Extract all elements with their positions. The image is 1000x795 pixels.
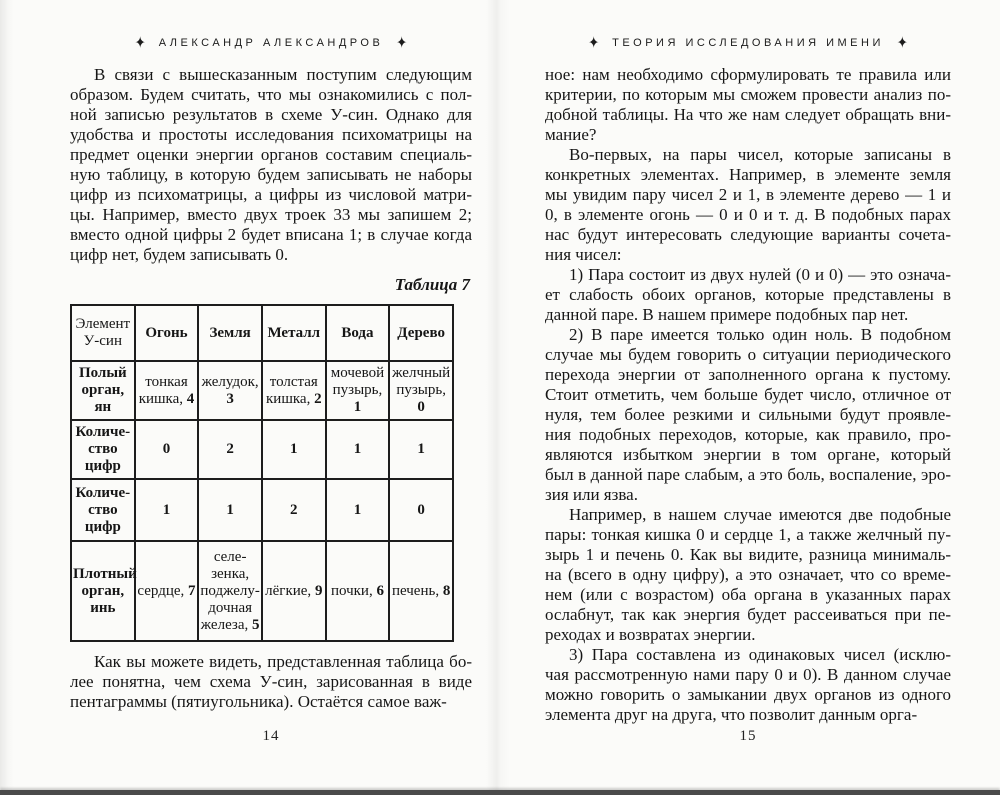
table-cell: 2 (198, 420, 262, 479)
right-paragraph: Во-первых, на пары чисел, которые записаны в конкретных элементах. Например, в элементе земля мы увидим пару чисел 2 и 1, в элементе дерево — 1 и 0, в элементе огонь — 0 и 0 и т. д. В подобных парах нас будут интересовать следующие варианты сочета- ния чисел: (545, 145, 951, 264)
table-row (71, 479, 453, 541)
table-cell: тонкая кишка, 4 (135, 361, 199, 420)
table-row (71, 361, 453, 420)
table-header-cell: Элемент У-син (71, 305, 135, 361)
table-cell: селе- зенка, поджелу- дочная железа, 5 (198, 541, 262, 641)
table-cell: желудок, 3 (198, 361, 262, 420)
table-cell: почки, 6 (326, 541, 390, 641)
table-cell: толстая кишка, 2 (262, 361, 326, 420)
right-paragraph: 3) Пара составлена из одинаковых чисел (исклю- чая рассмотренную нами пару 0 и 0). В данном случае можно говорить о замыкании двух органов из одного элемента друг на друга, что позволит данным орга- (545, 645, 951, 724)
star-ornament-icon: ✦ (896, 33, 908, 52)
table-cell: сердце, 7 (135, 541, 199, 641)
table-header-cell: Дерево (389, 305, 453, 361)
table-row (71, 541, 453, 641)
row-label-cell: Количе- ство цифр (71, 479, 135, 541)
row-label-cell: Количе- ство цифр (71, 420, 135, 479)
left-after-table-paragraph: Как вы можете видеть, представленная таблица бо- лее понятна, чем схема У-син, зарисованная в виде пентаграммы (пятиугольника). Остаётся самое важ- (70, 652, 472, 711)
right-page (545, 33, 951, 725)
table-cell: лёгкие, 9 (262, 541, 326, 641)
right-paragraph: 1) Пара состоит из двух нулей (0 и 0) — это означа- ет слабость обоих органов, которые представлены в данной паре. В нашем примере подобных пар нет. (545, 265, 951, 324)
table-cell: 2 (262, 479, 326, 541)
right-paragraph: ное: нам необходимо сформулировать те правила или критерии, по которым мы сможем провести анализ по- добной таблицы. На что же нам следует обращать вни- мание? (545, 65, 951, 144)
table-header-cell: Земля (198, 305, 262, 361)
table-cell: 1 (326, 420, 390, 479)
table-caption: Таблица 7 (394, 275, 470, 294)
table-row (71, 420, 453, 479)
book-gutter-shadow (486, 0, 510, 795)
left-intro-paragraph: В связи с вышесказанным поступим следующим образом. Будем считать, что мы ознакомились с пол- ной записью результатов в схеме У-син. Однако для удобства и простоты исследования психоматрицы на предмет оценки энергии органов составим специаль- ную таблицу, в которую будем записывать не наборы цифр из психоматрицы, а цифры из числовой матри- цы. Например, вместо двух троек 33 мы запишем 2; вместо одной цифры 2 будет вписана 1; в случае когда цифр нет, будем записывать 0. (70, 65, 472, 264)
row-label-cell: Полый орган, ян (71, 361, 135, 420)
right-paragraph: 2) В паре имеется только один ноль. В подобном случае мы будем говорить о ситуации периодического перехода энергии от заполненного органа к пустому. Стоит отметить, чем больше будет число, отличное от нуля, тем более резкими и сильными будут проявле- ния подобных переходов, которые, как правило, про- являются избытком энергии в том органе, который был в данной паре слабым, а это боль, воспаление, эро- зия или язва. (545, 325, 951, 504)
page-edge-shadow (0, 0, 14, 795)
table-cell: 1 (198, 479, 262, 541)
table-cell: 0 (389, 479, 453, 541)
right-paragraph: Например, в нашем случае имеются две подобные пары: тонкая кишка 0 и сердце 1, а также желчный пу- зырь 1 и печень 0. Как вы видите, разница минималь- на (всего в одну цифру), а это означает, что со време- нем (или с возрастом) оба органа в указанных парах ослабнут, так как энергия будет рассеиваться при пе- реходах и возвратах энергии. (545, 505, 951, 644)
table-cell: 1 (326, 479, 390, 541)
table-cell: 0 (135, 420, 199, 479)
right-running-head-text: ТЕОРИЯ ИССЛЕДОВАНИЯ ИМЕНИ (612, 36, 884, 49)
table-cell: мочевой пузырь, 1 (326, 361, 390, 420)
left-page-number: 14 (262, 728, 280, 744)
table-cell: желчный пузырь, 0 (389, 361, 453, 420)
table-header-cell: Металл (262, 305, 326, 361)
left-page (70, 33, 472, 712)
table-cell: печень, 8 (389, 541, 453, 641)
left-running-head (70, 33, 472, 52)
table-header-row (71, 305, 453, 361)
table-header-cell: Вода (326, 305, 390, 361)
usin-table (70, 304, 454, 642)
table-cell: 1 (262, 420, 326, 479)
left-running-head-text: АЛЕКСАНДР АЛЕКСАНДРОВ (158, 36, 384, 49)
book-bottom-edge (0, 790, 1000, 795)
star-ornament-icon: ✦ (588, 33, 600, 52)
table-cell: 1 (135, 479, 199, 541)
right-page-number: 15 (739, 728, 757, 744)
right-running-head (545, 33, 951, 52)
star-ornament-icon: ✦ (396, 33, 408, 52)
star-ornament-icon: ✦ (134, 33, 146, 52)
table-header-cell: Огонь (135, 305, 199, 361)
table-cell: 1 (389, 420, 453, 479)
row-label-cell: Плотный орган, инь (71, 541, 135, 641)
